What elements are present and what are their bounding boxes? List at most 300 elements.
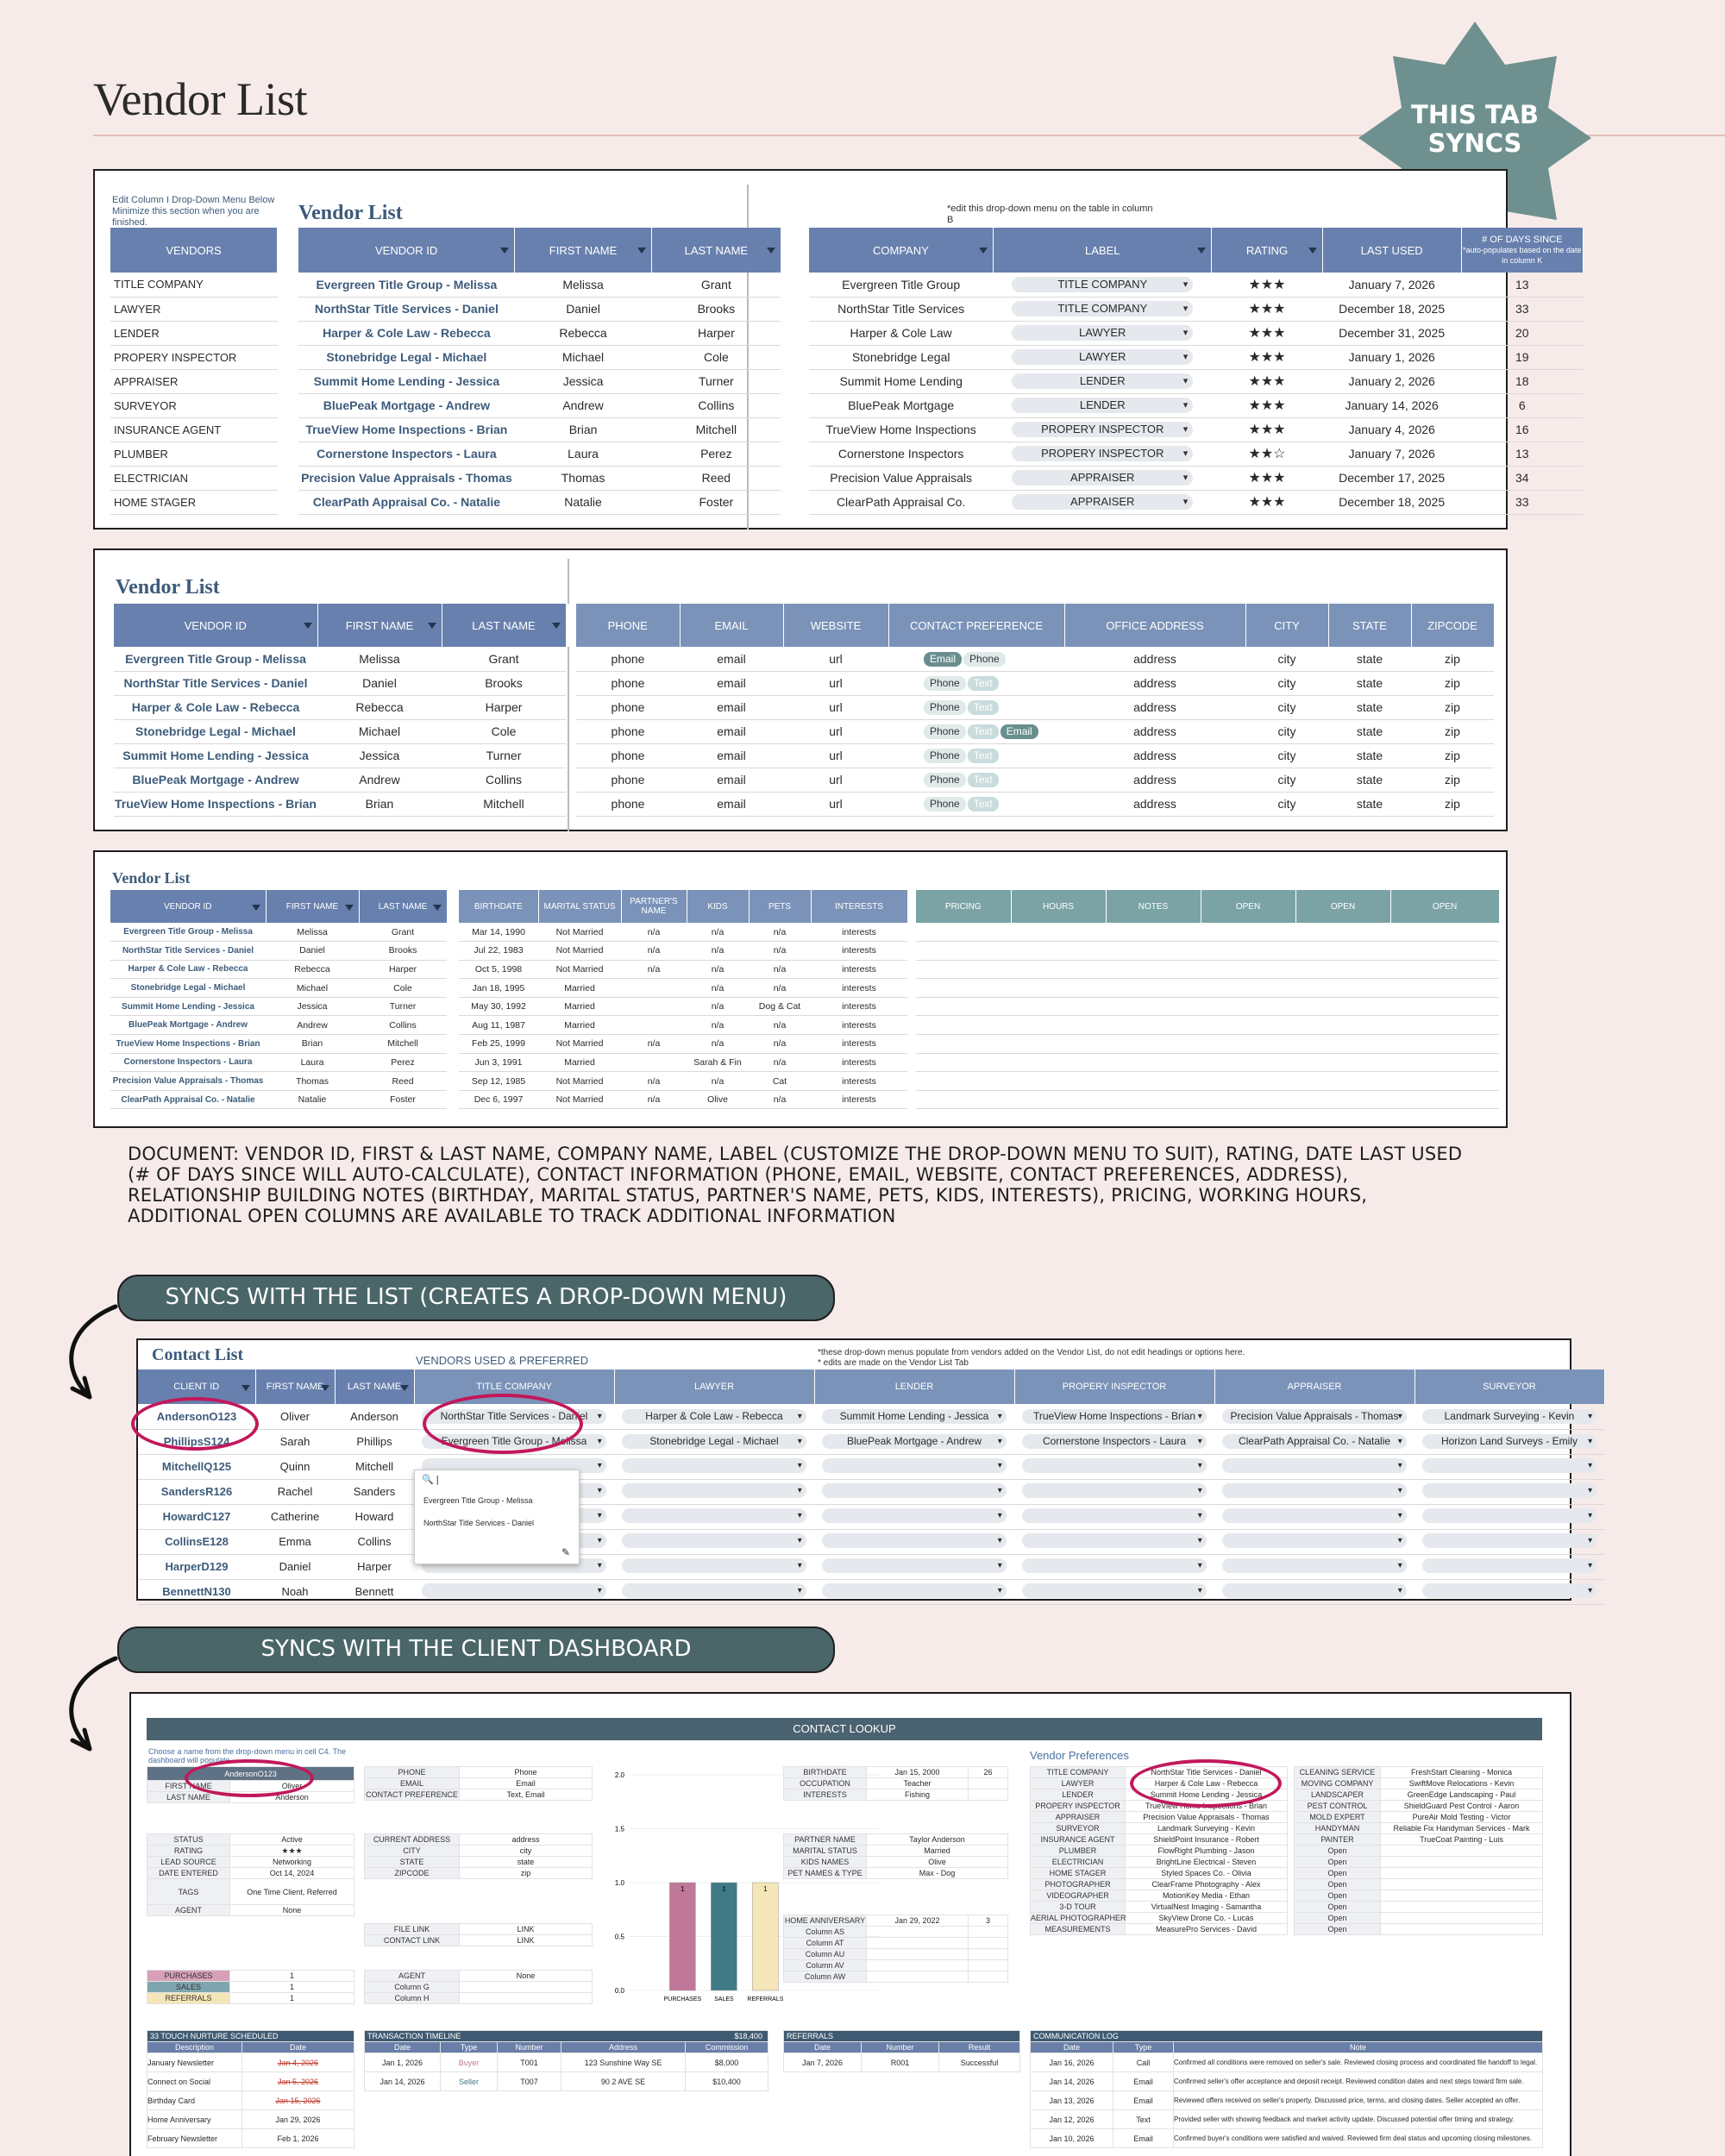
website-cell[interactable]: url bbox=[783, 695, 888, 719]
open-cell[interactable] bbox=[916, 997, 1011, 1016]
contact-preference[interactable] bbox=[888, 792, 1064, 816]
block-cell[interactable]: Email bbox=[1113, 2129, 1174, 2148]
field-value[interactable] bbox=[867, 1949, 969, 1960]
open-cell[interactable] bbox=[1011, 1072, 1106, 1091]
block-cell[interactable]: Birthday Card bbox=[147, 2091, 242, 2110]
rating-cell[interactable] bbox=[1212, 369, 1323, 393]
rating-cell[interactable] bbox=[1212, 466, 1323, 490]
last-used[interactable]: December 31, 2025 bbox=[1322, 321, 1461, 345]
last-name[interactable]: Brooks bbox=[359, 942, 447, 961]
field-value[interactable] bbox=[1381, 1913, 1543, 1924]
first-name[interactable]: Brian bbox=[266, 1035, 359, 1054]
field-value[interactable] bbox=[1381, 1857, 1543, 1868]
client-id[interactable]: HowardC127 bbox=[138, 1504, 255, 1529]
vendor-select[interactable] bbox=[1222, 1508, 1406, 1523]
vendor-id[interactable]: ClearPath Appraisal Co. - Natalie bbox=[110, 1090, 266, 1109]
marital-status[interactable]: Married bbox=[538, 997, 621, 1016]
header-email[interactable]: EMAIL bbox=[680, 604, 783, 647]
block-cell[interactable]: Jan 5, 2026 bbox=[242, 2072, 354, 2091]
rating-cell[interactable] bbox=[1212, 490, 1323, 514]
field-value[interactable]: MeasurePro Services - David bbox=[1126, 1924, 1288, 1935]
vendor-select[interactable]: Summit Home Lending - Jessica ▾ bbox=[822, 1409, 1006, 1424]
state-cell[interactable]: state bbox=[1328, 671, 1411, 695]
vendor-select[interactable] bbox=[622, 1558, 806, 1573]
header-kids[interactable]: KIDS bbox=[687, 890, 749, 923]
email-cell[interactable]: email bbox=[680, 768, 783, 792]
zip-cell[interactable]: zip bbox=[1411, 671, 1494, 695]
field-value[interactable]: MotionKey Media - Ethan bbox=[1126, 1890, 1288, 1902]
header-hours[interactable]: HOURS bbox=[1011, 890, 1106, 923]
vendor-id[interactable]: Harper & Cole Law - Rebecca bbox=[298, 321, 515, 345]
last-name[interactable]: Foster bbox=[359, 1090, 447, 1109]
vendor-select[interactable] bbox=[1022, 1458, 1206, 1473]
vendor-id[interactable]: TrueView Home Inspections - Brian bbox=[114, 792, 317, 816]
first-name[interactable]: Daniel bbox=[266, 942, 359, 961]
field-value[interactable]: TrueCoat Painting - Luis bbox=[1381, 1834, 1543, 1846]
interests[interactable]: interests bbox=[811, 923, 907, 942]
vendor-id[interactable]: Evergreen Title Group - Melissa bbox=[110, 923, 266, 942]
rating-cell[interactable] bbox=[1212, 393, 1323, 417]
field-value[interactable]: Active bbox=[230, 1834, 354, 1846]
vendor-select[interactable] bbox=[1422, 1508, 1596, 1523]
vendor-select[interactable]: NorthStar Title Services - Daniel ▾ bbox=[422, 1409, 605, 1424]
vendor-select[interactable] bbox=[1222, 1483, 1406, 1498]
field-value[interactable] bbox=[1381, 1846, 1543, 1857]
address-cell[interactable]: address bbox=[1064, 743, 1245, 768]
partner-name[interactable] bbox=[621, 997, 687, 1016]
vendor-select[interactable]: Cornerstone Inspectors - Laura ▾ bbox=[1022, 1434, 1206, 1449]
header-notes[interactable]: NOTES bbox=[1106, 890, 1201, 923]
block-cell[interactable]: Jan 14, 2026 bbox=[1031, 2072, 1113, 2091]
block-cell[interactable]: Jan 14, 2026 bbox=[365, 2072, 441, 2091]
vendor-select[interactable]: Landmark Surveying - Kevin ▾ bbox=[1422, 1409, 1596, 1424]
marital-status[interactable]: Not Married bbox=[538, 942, 621, 961]
contact-preference[interactable] bbox=[888, 743, 1064, 768]
vendor-select[interactable] bbox=[1422, 1458, 1596, 1473]
marital-status[interactable]: Not Married bbox=[538, 1035, 621, 1054]
block-cell[interactable]: 90 2 AVE SE bbox=[561, 2072, 686, 2091]
vendor-select[interactable] bbox=[1222, 1583, 1406, 1598]
header-last-name[interactable]: LAST NAME bbox=[335, 1369, 414, 1404]
vendor-select[interactable] bbox=[822, 1508, 1006, 1523]
rating-cell[interactable] bbox=[1212, 417, 1323, 442]
field-value[interactable] bbox=[1381, 1879, 1543, 1890]
field-value[interactable]: GreenEdge Landscaping - Paul bbox=[1381, 1789, 1543, 1801]
field-value[interactable]: FreshStart Cleaning - Monica bbox=[1381, 1767, 1543, 1778]
birthdate[interactable]: Feb 25, 1999 bbox=[459, 1035, 538, 1054]
label-dropdown[interactable]: PROPERY INSPECTOR ▾ bbox=[1012, 422, 1193, 437]
header-propery-inspector[interactable]: PROPERY INSPECTOR bbox=[1014, 1369, 1214, 1404]
partner-name[interactable]: n/a bbox=[621, 1090, 687, 1109]
vendor-select[interactable] bbox=[622, 1533, 806, 1548]
last-used[interactable]: December 18, 2025 bbox=[1322, 297, 1461, 321]
first-name[interactable]: Laura bbox=[266, 1053, 359, 1072]
pets[interactable]: n/a bbox=[749, 923, 811, 942]
client-id[interactable]: AndersonO123 bbox=[138, 1404, 255, 1429]
field-value[interactable]: LINK bbox=[460, 1924, 593, 1935]
block-cell[interactable]: Confirmed seller's offer acceptance and deposit receipt. Reviewed condition dates and next steps toward firm sale. bbox=[1174, 2072, 1543, 2091]
address-cell[interactable]: address bbox=[1064, 695, 1245, 719]
website-cell[interactable]: url bbox=[783, 719, 888, 743]
field-value[interactable] bbox=[867, 1971, 969, 1983]
block-cell[interactable]: February Newsletter bbox=[147, 2129, 242, 2148]
header-lawyer[interactable]: LAWYER bbox=[614, 1369, 814, 1404]
field-value[interactable]: ClearFrame Photography - Alex bbox=[1126, 1879, 1288, 1890]
client-id[interactable]: MitchellQ125 bbox=[138, 1454, 255, 1479]
edit-pencil-icon[interactable]: ✎ bbox=[561, 1546, 570, 1558]
pets[interactable]: n/a bbox=[749, 1053, 811, 1072]
open-cell[interactable] bbox=[1390, 1072, 1499, 1091]
vendor-select[interactable] bbox=[822, 1483, 1006, 1498]
field-value[interactable]: Jan 15, 2000 bbox=[867, 1767, 969, 1778]
header-last-name[interactable]: LAST NAME bbox=[651, 228, 781, 273]
open-cell[interactable] bbox=[1295, 960, 1390, 979]
open-cell[interactable] bbox=[1201, 1016, 1295, 1035]
open-cell[interactable] bbox=[1390, 1053, 1499, 1072]
vendor-type[interactable]: LAWYER bbox=[110, 297, 278, 321]
zip-cell[interactable]: zip bbox=[1411, 743, 1494, 768]
website-cell[interactable]: url bbox=[783, 792, 888, 816]
open-cell[interactable] bbox=[916, 1072, 1011, 1091]
vendor-select[interactable] bbox=[1022, 1508, 1206, 1523]
birthdate[interactable]: Jul 22, 1983 bbox=[459, 942, 538, 961]
vendor-select[interactable]: Stonebridge Legal - Michael ▾ bbox=[622, 1434, 806, 1449]
open-cell[interactable] bbox=[1295, 1090, 1390, 1109]
vendor-type[interactable]: SURVEYOR bbox=[110, 393, 278, 417]
kids[interactable]: n/a bbox=[687, 979, 749, 998]
field-value[interactable]: Max - Dog bbox=[867, 1868, 1008, 1879]
partner-name[interactable]: n/a bbox=[621, 1072, 687, 1091]
address-cell[interactable]: address bbox=[1064, 768, 1245, 792]
email-cell[interactable]: email bbox=[680, 719, 783, 743]
header-pets[interactable]: PETS bbox=[749, 890, 811, 923]
vendor-select[interactable]: ClearPath Appraisal Co. - Natalie ▾ bbox=[1222, 1434, 1406, 1449]
vendor-id[interactable]: Stonebridge Legal - Michael bbox=[110, 979, 266, 998]
address-cell[interactable]: address bbox=[1064, 671, 1245, 695]
block-cell[interactable]: Call bbox=[1113, 2053, 1174, 2072]
open-cell[interactable] bbox=[916, 1053, 1011, 1072]
block-cell[interactable]: January Newsletter bbox=[147, 2053, 242, 2072]
field-value[interactable]: SkyView Drone Co. - Lucas bbox=[1126, 1913, 1288, 1924]
open-cell[interactable] bbox=[916, 1035, 1011, 1054]
open-cell[interactable] bbox=[1011, 997, 1106, 1016]
field-value[interactable] bbox=[969, 1949, 1008, 1960]
field-value[interactable] bbox=[1381, 1890, 1543, 1902]
vendor-id[interactable]: Stonebridge Legal - Michael bbox=[298, 345, 515, 369]
block-cell[interactable]: Jan 1, 2026 bbox=[365, 2053, 441, 2072]
label-dropdown[interactable]: PROPERY INSPECTOR ▾ bbox=[1012, 446, 1193, 461]
marital-status[interactable]: Married bbox=[538, 1016, 621, 1035]
block-cell[interactable]: $8,000 bbox=[686, 2053, 768, 2072]
field-value[interactable] bbox=[1381, 1902, 1543, 1913]
header-lender[interactable]: LENDER bbox=[814, 1369, 1014, 1404]
last-name[interactable]: Mitchell bbox=[359, 1035, 447, 1054]
field-value[interactable]: Fishing bbox=[867, 1789, 969, 1801]
marital-status[interactable]: Married bbox=[538, 979, 621, 998]
phone-cell[interactable]: phone bbox=[576, 695, 680, 719]
website-cell[interactable]: url bbox=[783, 671, 888, 695]
open-cell[interactable] bbox=[1106, 1016, 1201, 1035]
address-cell[interactable]: address bbox=[1064, 647, 1245, 671]
header-first-name[interactable]: FIRST NAME bbox=[317, 604, 442, 647]
block-cell[interactable]: Jan 7, 2026 bbox=[784, 2053, 862, 2072]
open-cell[interactable] bbox=[916, 1016, 1011, 1035]
last-name[interactable]: Grant bbox=[359, 923, 447, 942]
block-cell[interactable]: Email bbox=[1113, 2091, 1174, 2110]
field-value[interactable]: 1 bbox=[230, 1982, 354, 1993]
last-used[interactable]: December 17, 2025 bbox=[1322, 466, 1461, 490]
block-cell[interactable]: $10,400 bbox=[686, 2072, 768, 2091]
vendor-id[interactable]: Cornerstone Inspectors - Laura bbox=[298, 442, 515, 466]
interests[interactable]: interests bbox=[811, 1035, 907, 1054]
last-name[interactable]: Perez bbox=[359, 1053, 447, 1072]
open-cell[interactable] bbox=[1201, 1072, 1295, 1091]
pets[interactable]: n/a bbox=[749, 979, 811, 998]
open-cell[interactable] bbox=[1106, 1035, 1201, 1054]
vendor-select[interactable] bbox=[822, 1458, 1006, 1473]
block-cell[interactable]: R001 bbox=[862, 2053, 939, 2072]
phone-cell[interactable]: phone bbox=[576, 671, 680, 695]
dropdown-option[interactable]: Evergreen Title Group - Melissa bbox=[423, 1496, 533, 1505]
header-interests[interactable]: INTERESTS bbox=[811, 890, 907, 923]
open-cell[interactable] bbox=[1011, 1053, 1106, 1072]
vendor-id[interactable]: Precision Value Appraisals - Thomas bbox=[110, 1072, 266, 1091]
block-cell[interactable]: Text bbox=[1113, 2110, 1174, 2129]
open-cell[interactable] bbox=[1295, 923, 1390, 942]
vendor-id[interactable]: Evergreen Title Group - Melissa bbox=[114, 647, 317, 671]
rating-cell[interactable] bbox=[1212, 442, 1323, 466]
kids[interactable]: n/a bbox=[687, 1072, 749, 1091]
open-cell[interactable] bbox=[1011, 979, 1106, 998]
block-cell[interactable]: T001 bbox=[498, 2053, 561, 2072]
contact-preference[interactable] bbox=[888, 671, 1064, 695]
open-cell[interactable] bbox=[916, 979, 1011, 998]
first-name[interactable]: Natalie bbox=[266, 1090, 359, 1109]
open-cell[interactable] bbox=[1295, 979, 1390, 998]
field-value[interactable] bbox=[460, 1993, 593, 2004]
website-cell[interactable]: url bbox=[783, 647, 888, 671]
client-id[interactable]: PhillipsS124 bbox=[138, 1429, 255, 1454]
field-value[interactable]: LINK bbox=[460, 1935, 593, 1946]
header-client-id[interactable]: CLIENT ID bbox=[138, 1369, 255, 1404]
phone-cell[interactable]: phone bbox=[576, 719, 680, 743]
open-cell[interactable] bbox=[1201, 1053, 1295, 1072]
last-used[interactable]: January 7, 2026 bbox=[1322, 442, 1461, 466]
email-cell[interactable]: email bbox=[680, 743, 783, 768]
header-last-used[interactable]: LAST USED bbox=[1322, 228, 1461, 273]
header-open[interactable]: OPEN bbox=[1390, 890, 1499, 923]
city-cell[interactable]: city bbox=[1245, 719, 1328, 743]
open-cell[interactable] bbox=[1390, 997, 1499, 1016]
vendor-id[interactable]: NorthStar Title Services - Daniel bbox=[114, 671, 317, 695]
interests[interactable]: interests bbox=[811, 1016, 907, 1035]
phone-cell[interactable]: phone bbox=[576, 792, 680, 816]
header-open[interactable]: OPEN bbox=[1201, 890, 1295, 923]
pets[interactable]: Dog & Cat bbox=[749, 997, 811, 1016]
city-cell[interactable]: city bbox=[1245, 647, 1328, 671]
header-appraiser[interactable]: APPRAISER bbox=[1214, 1369, 1414, 1404]
email-cell[interactable]: email bbox=[680, 792, 783, 816]
header-first-name[interactable]: FIRST NAME bbox=[255, 1369, 335, 1404]
field-value[interactable] bbox=[969, 1778, 1008, 1789]
open-cell[interactable] bbox=[1390, 923, 1499, 942]
phone-cell[interactable]: phone bbox=[576, 647, 680, 671]
open-cell[interactable] bbox=[1011, 1090, 1106, 1109]
block-cell[interactable]: Jan 13, 2026 bbox=[1031, 2091, 1113, 2110]
zip-cell[interactable]: zip bbox=[1411, 695, 1494, 719]
field-value[interactable] bbox=[969, 1971, 1008, 1983]
vendor-type[interactable]: INSURANCE AGENT bbox=[110, 417, 278, 442]
field-value[interactable] bbox=[460, 1982, 593, 1993]
zip-cell[interactable]: zip bbox=[1411, 768, 1494, 792]
block-cell[interactable]: 123 Sunshine Way SE bbox=[561, 2053, 686, 2072]
field-value[interactable]: One Time Client, Referred bbox=[230, 1879, 354, 1905]
open-cell[interactable] bbox=[1106, 1053, 1201, 1072]
open-cell[interactable] bbox=[1201, 960, 1295, 979]
zip-cell[interactable]: zip bbox=[1411, 719, 1494, 743]
open-cell[interactable] bbox=[1201, 1090, 1295, 1109]
email-cell[interactable]: email bbox=[680, 671, 783, 695]
block-cell[interactable]: Provided seller with showing feedback and market activity update. Discussed potential offer timing and strategy. bbox=[1174, 2110, 1543, 2129]
open-cell[interactable] bbox=[1390, 1090, 1499, 1109]
header-birthdate[interactable]: BIRTHDATE bbox=[459, 890, 538, 923]
field-value[interactable]: Styled Spaces Co. - Olivia bbox=[1126, 1868, 1288, 1879]
open-cell[interactable] bbox=[1390, 960, 1499, 979]
last-name[interactable]: Reed bbox=[359, 1072, 447, 1091]
kids[interactable]: n/a bbox=[687, 1016, 749, 1035]
field-value[interactable]: 3 bbox=[969, 1915, 1008, 1927]
open-cell[interactable] bbox=[1106, 942, 1201, 961]
contact-preference[interactable] bbox=[888, 768, 1064, 792]
first-name[interactable]: Rebecca bbox=[266, 960, 359, 979]
open-cell[interactable] bbox=[1390, 1016, 1499, 1035]
open-cell[interactable] bbox=[1106, 1072, 1201, 1091]
birthdate[interactable]: Sep 12, 1985 bbox=[459, 1072, 538, 1091]
phone-cell[interactable]: phone bbox=[576, 768, 680, 792]
birthdate[interactable]: May 30, 1992 bbox=[459, 997, 538, 1016]
interests[interactable]: interests bbox=[811, 1090, 907, 1109]
zip-cell[interactable]: zip bbox=[1411, 792, 1494, 816]
field-value[interactable]: zip bbox=[460, 1868, 593, 1879]
open-cell[interactable] bbox=[1295, 1035, 1390, 1054]
field-value[interactable]: None bbox=[460, 1971, 593, 1982]
city-cell[interactable]: city bbox=[1245, 695, 1328, 719]
state-cell[interactable]: state bbox=[1328, 768, 1411, 792]
open-cell[interactable] bbox=[1295, 1053, 1390, 1072]
field-value[interactable]: state bbox=[460, 1857, 593, 1868]
header-pricing[interactable]: PRICING bbox=[916, 890, 1011, 923]
partner-name[interactable]: n/a bbox=[621, 942, 687, 961]
contact-preference[interactable] bbox=[888, 647, 1064, 671]
open-cell[interactable] bbox=[1201, 942, 1295, 961]
kids[interactable]: n/a bbox=[687, 997, 749, 1016]
open-cell[interactable] bbox=[1011, 923, 1106, 942]
vendor-select[interactable] bbox=[1222, 1458, 1406, 1473]
block-cell[interactable]: Jan 15, 2026 bbox=[242, 2091, 354, 2110]
last-used[interactable]: January 14, 2026 bbox=[1322, 393, 1461, 417]
open-cell[interactable] bbox=[1011, 1035, 1106, 1054]
header-contact-preference[interactable]: CONTACT PREFERENCE bbox=[888, 604, 1064, 647]
rating-cell[interactable] bbox=[1212, 321, 1323, 345]
vendor-type[interactable]: PLUMBER bbox=[110, 442, 278, 466]
pets[interactable]: n/a bbox=[749, 1035, 811, 1054]
vendor-id[interactable]: Evergreen Title Group - Melissa bbox=[298, 273, 515, 297]
vendor-select[interactable] bbox=[622, 1458, 806, 1473]
field-value[interactable]: ShieldPoint Insurance - Robert bbox=[1126, 1834, 1288, 1846]
label-dropdown[interactable]: LENDER ▾ bbox=[1012, 373, 1193, 389]
vendor-select[interactable] bbox=[822, 1583, 1006, 1598]
field-value[interactable] bbox=[969, 1789, 1008, 1801]
dropdown-menu[interactable] bbox=[414, 1470, 580, 1564]
open-cell[interactable] bbox=[916, 942, 1011, 961]
vendor-select[interactable] bbox=[1422, 1558, 1596, 1573]
field-value[interactable]: Teacher bbox=[867, 1778, 969, 1789]
vendor-id[interactable]: Cornerstone Inspectors - Laura bbox=[110, 1053, 266, 1072]
last-name[interactable]: Turner bbox=[359, 997, 447, 1016]
header-state[interactable]: STATE bbox=[1328, 604, 1411, 647]
vendor-select[interactable] bbox=[822, 1533, 1006, 1548]
last-used[interactable]: December 18, 2025 bbox=[1322, 490, 1461, 514]
header-vendor-id[interactable]: VENDOR ID bbox=[298, 228, 515, 273]
field-value[interactable]: BrightLine Electrical - Steven bbox=[1126, 1857, 1288, 1868]
label-dropdown[interactable]: LAWYER ▾ bbox=[1012, 325, 1193, 341]
field-value[interactable]: PureAir Mold Testing - Victor bbox=[1381, 1812, 1543, 1823]
block-cell[interactable]: Confirmed buyer's conditions were satisfied and waived. Reviewed firm deal status and upcoming closing milestones. bbox=[1174, 2129, 1543, 2148]
kids[interactable]: n/a bbox=[687, 1035, 749, 1054]
open-cell[interactable] bbox=[1106, 1090, 1201, 1109]
vendor-select[interactable] bbox=[1022, 1558, 1206, 1573]
vendor-select[interactable] bbox=[622, 1483, 806, 1498]
field-value[interactable]: ★★★ bbox=[230, 1846, 354, 1857]
vendor-select[interactable] bbox=[1222, 1558, 1406, 1573]
first-name[interactable]: Andrew bbox=[266, 1016, 359, 1035]
header-first-name[interactable]: FIRST NAME bbox=[266, 890, 359, 923]
vendor-select[interactable] bbox=[1022, 1483, 1206, 1498]
vendor-select[interactable] bbox=[1222, 1533, 1406, 1548]
state-cell[interactable]: state bbox=[1328, 719, 1411, 743]
kids[interactable]: n/a bbox=[687, 923, 749, 942]
field-value[interactable]: Precision Value Appraisals - Thomas bbox=[1126, 1812, 1288, 1823]
vendor-select[interactable]: BluePeak Mortgage - Andrew ▾ bbox=[822, 1434, 1006, 1449]
vendor-id[interactable]: TrueView Home Inspections - Brian bbox=[298, 417, 515, 442]
website-cell[interactable]: url bbox=[783, 743, 888, 768]
vendor-select[interactable]: Horizon Land Surveys - Emily ▾ bbox=[1422, 1434, 1596, 1449]
field-value[interactable]: Landmark Surveying - Kevin bbox=[1126, 1823, 1288, 1834]
dropdown-option[interactable]: NorthStar Title Services - Daniel bbox=[423, 1519, 535, 1527]
marital-status[interactable]: Not Married bbox=[538, 1090, 621, 1109]
header-phone[interactable]: PHONE bbox=[576, 604, 680, 647]
marital-status[interactable]: Not Married bbox=[538, 923, 621, 942]
open-cell[interactable] bbox=[1201, 923, 1295, 942]
field-value[interactable]: Married bbox=[867, 1846, 1008, 1857]
partner-name[interactable]: n/a bbox=[621, 960, 687, 979]
field-value[interactable]: 1 bbox=[230, 1971, 354, 1982]
rating-cell[interactable] bbox=[1212, 273, 1323, 297]
block-cell[interactable]: Jan 29, 2026 bbox=[242, 2110, 354, 2129]
field-value[interactable] bbox=[969, 1960, 1008, 1971]
block-cell[interactable]: Successful bbox=[939, 2053, 1020, 2072]
open-cell[interactable] bbox=[916, 923, 1011, 942]
vendor-id[interactable]: BluePeak Mortgage - Andrew bbox=[298, 393, 515, 417]
header-company[interactable]: COMPANY bbox=[809, 228, 994, 273]
open-cell[interactable] bbox=[1390, 942, 1499, 961]
kids[interactable]: n/a bbox=[687, 960, 749, 979]
state-cell[interactable]: state bbox=[1328, 647, 1411, 671]
website-cell[interactable]: url bbox=[783, 768, 888, 792]
block-cell[interactable]: Jan 16, 2026 bbox=[1031, 2053, 1113, 2072]
interests[interactable]: interests bbox=[811, 1072, 907, 1091]
open-cell[interactable] bbox=[1201, 997, 1295, 1016]
